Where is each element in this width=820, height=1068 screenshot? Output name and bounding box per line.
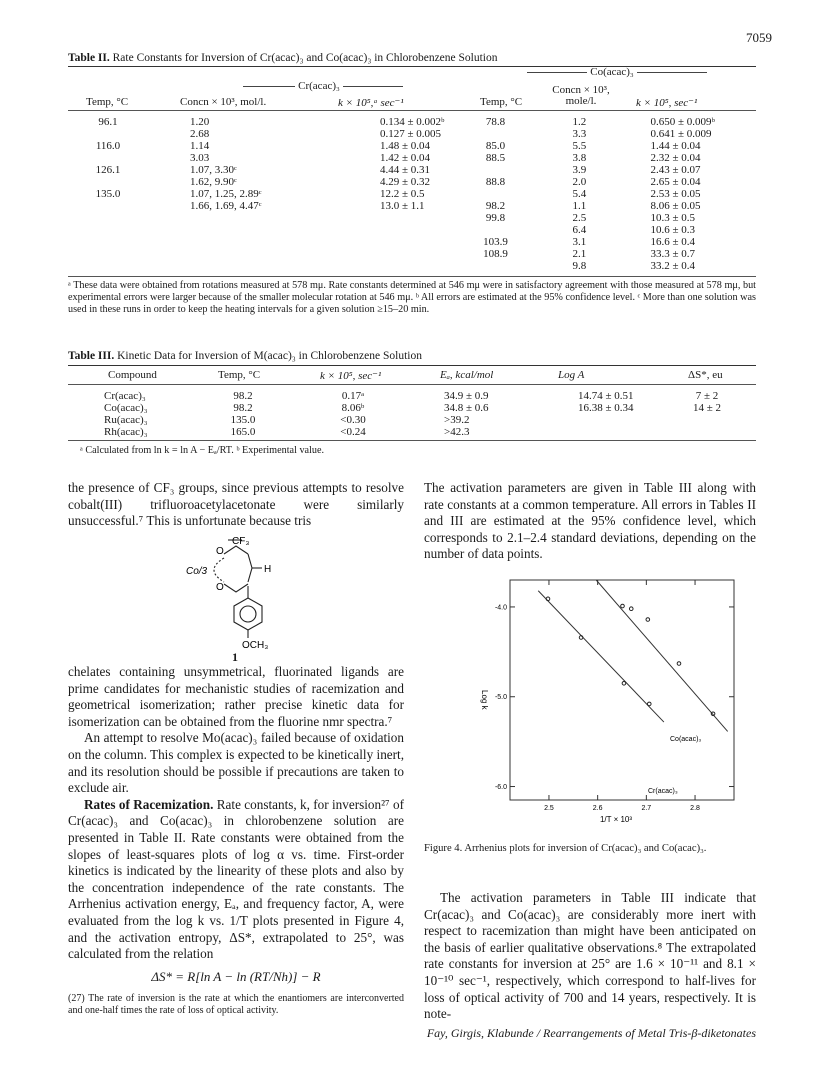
table2-cell (148, 248, 298, 260)
x-axis-label: 1/T × 10³ (599, 815, 633, 824)
table2-cell (68, 212, 148, 224)
table2-cell: 85.0 (485, 140, 506, 152)
table2-cell (68, 236, 148, 248)
y-tick-label: -4.0 (494, 604, 507, 612)
left-column-continued (68, 664, 404, 1016)
table2-cell: 5.4 (572, 188, 587, 200)
table2-cell (448, 224, 542, 236)
table2-cell: 6.4 (572, 224, 587, 236)
figure-4-chart (470, 570, 750, 830)
table2-row (68, 236, 756, 248)
table2-cell: 1.42 ± 0.04 (380, 152, 431, 164)
table3-header-rule (68, 384, 756, 385)
table3-cell (538, 426, 658, 438)
table2-cell: 12.2 ± 0.5 (380, 188, 425, 200)
structure-o-top-label: O (216, 546, 224, 557)
table3-cell: >42.3 (444, 426, 470, 438)
table3-header-ds: ΔS*, eu (688, 369, 723, 381)
series-fit-line (596, 580, 727, 731)
table2-cell: 116.0 (95, 140, 121, 152)
table2-row (68, 188, 756, 200)
table2-cell: 10.3 ± 0.5 (650, 212, 695, 224)
table3-header-loga: Log A (558, 369, 585, 381)
right-column-continued (424, 890, 756, 1023)
table2-cell: 1.2 (572, 116, 587, 128)
table2-bottom-rule (68, 276, 756, 277)
running-footer: Fay, Girgis, Klabunde / Rearrangements of Metal Tris-β-diketonates (426, 1026, 756, 1040)
table2-row (68, 248, 756, 260)
table3-cell: 98.2 (233, 402, 253, 414)
table2-cell: 1.48 ± 0.04 (380, 140, 431, 152)
table2-cell: 2.5 (572, 212, 587, 224)
table2-group-co-label: Co(acac)₃ (590, 66, 634, 78)
table2-cell (68, 248, 148, 260)
table2-cell (148, 236, 298, 248)
table2-cell: 88.5 (485, 152, 506, 164)
table2-cell: 3.9 (572, 164, 587, 176)
table2-cell: 135.0 (95, 188, 121, 200)
table2-cell (68, 260, 148, 272)
table3-row (68, 390, 756, 402)
right-column (424, 480, 756, 563)
table2-cell (68, 200, 148, 212)
table2-header-temp-right: Temp, °C (480, 96, 523, 108)
table3-bottom-rule (68, 440, 756, 441)
series-fit-line (538, 591, 664, 722)
table2-cell: 78.8 (485, 116, 506, 128)
table2-cell (448, 128, 542, 140)
table2-cell: 98.2 (485, 200, 506, 212)
table2-cell: 2.65 ± 0.04 (650, 176, 701, 188)
table2-cell: 2.53 ± 0.05 (650, 188, 701, 200)
section-heading-rates: Rates of Racemization. (84, 796, 214, 812)
table2-row (68, 260, 756, 272)
data-point (621, 604, 625, 608)
table2-group-cr-label: Cr(acac)₃ (298, 80, 340, 92)
entropy-equation: ΔS* = R[ln A − ln (RT/Nh)] − R (151, 968, 321, 984)
table3-caption-label: Table III. (68, 350, 115, 362)
table3-cell: <0.30 (340, 414, 366, 426)
data-point (622, 681, 626, 685)
table3-cell: 98.2 (233, 390, 253, 402)
table2-cell: 16.6 ± 0.4 (650, 236, 695, 248)
table2-cell: 3.3 (572, 128, 587, 140)
table3-cell: >39.2 (444, 414, 470, 426)
table2-caption (68, 52, 498, 64)
table3-cell: 34.9 ± 0.9 (444, 390, 489, 402)
table3-cell: 135.0 (230, 414, 256, 426)
page-number: 7059 (746, 30, 772, 45)
table2-cell (68, 176, 148, 188)
structure-1-diagram (180, 530, 300, 660)
table2-header-k-left: k × 10⁵,ᵃ sec⁻¹ (338, 97, 404, 109)
table2-header-concn-left: Concn × 10³, mol/l. (180, 96, 267, 108)
table2-cell: 2.32 ± 0.04 (650, 152, 701, 164)
table2-row (68, 140, 756, 152)
table2-cell: 126.1 (95, 164, 121, 176)
table2-cell: 3.8 (572, 152, 587, 164)
table2-cell (148, 212, 298, 224)
table3-cell: 7 ± 2 (695, 390, 719, 402)
table3-header-ea: Eₐ, kcal/mol (440, 369, 494, 381)
table3-row (68, 402, 756, 414)
table2-cell: 1.20 (190, 116, 210, 128)
table2-cell: 8.06 ± 0.05 (650, 200, 701, 212)
structure-h-label: H (264, 564, 272, 575)
table3-cell (538, 414, 658, 426)
table3-body (68, 390, 756, 438)
table2-row (68, 164, 756, 176)
table3-footnote: ᵃ Calculated from ln k = ln A − Eₐ/RT. ᵇ Experimental value. (80, 445, 325, 456)
table2-header-temp-left: Temp, °C (86, 96, 129, 108)
table2-cell (448, 260, 542, 272)
left-paragraph-4 (68, 797, 404, 963)
table2-cell (448, 188, 542, 200)
table2-cell: 108.9 (483, 248, 508, 260)
table2-cell: 0.127 ± 0.005 (380, 128, 442, 140)
table3-cell: Ru(acac)₃ (104, 414, 148, 426)
table2-row (68, 200, 756, 212)
table2-group-co (478, 66, 756, 78)
table2-cell: 1.07, 1.25, 2.89ᶜ (190, 188, 262, 200)
left-paragraph-1: the presence of CF₃ groups, since previous attempts to resolve cobalt(III) trifluoroacetylacetonate were similarly unsuccessful.⁷ This is unfortunate because tris (68, 480, 404, 529)
table3-cell: Rh(acac)₃ (104, 426, 148, 438)
table3-cell (658, 414, 756, 426)
table2-cell: 1.44 ± 0.04 (650, 140, 701, 152)
left-paragraph-3: An attempt to resolve Mo(acac)₃ failed because of oxidation on the column. This complex is expected to be kinetically inert, and its resolution should be possible if precautions are taken to exclude air. (68, 730, 404, 796)
table3-row (68, 426, 756, 438)
table2-row (68, 128, 756, 140)
table2-cell: 9.8 (572, 260, 587, 272)
table2-cell: 1.1 (572, 200, 587, 212)
table2-cell: 10.6 ± 0.3 (650, 224, 695, 236)
table2-cell (68, 224, 148, 236)
table2-cell: 0.641 ± 0.009 (650, 128, 712, 140)
left-paragraph-4-body: Rate constants, k, for inversion²⁷ of Cr(acac)₃ and Co(acac)₃ in chlorobenzene solution are presented in Table II. Rate constants were obtained from the slopes of least-squares plots of log α vs. time. First-order kinetics is indicated by the linearity of these plots and also by the concentration independence of the rate constants. The Arrhenius activation energy, Eₐ, and frequency factor, A, were evaluated from the log k vs. 1/T plots presented in Figure 4, and the activation entropy, ΔS*, extrapolated to 25°, was calculated from the relation (68, 796, 404, 962)
table3-cell: 14.74 ± 0.51 (578, 390, 634, 402)
table3-row (68, 414, 756, 426)
structure-o-bottom-label: O (216, 582, 224, 593)
y-tick-label: -6.0 (494, 784, 507, 792)
series-label-cr: Cr(acac)₃ (648, 788, 678, 795)
table3-cell: 165.0 (230, 426, 256, 438)
table2-cell: 103.9 (483, 236, 508, 248)
table2-cell (298, 236, 448, 248)
table2-cell (148, 224, 298, 236)
data-point (646, 618, 650, 622)
right-paragraph-2: The activation parameters in Table III indicate that Cr(acac)₃ and Co(acac)₃ are considerably more inert with respect to racemization than might have been anticipated on the basis of earlier qualitative observations.⁸ The extrapolated rate constants for inversion at 25° are 1.6 × 10⁻¹¹ and 8.1 × 10⁻¹⁰ sec⁻¹, respectively, which correspond to half-lives for loss of optical activity of 700 and 14 years, respectively. It is note- (424, 890, 756, 1022)
table2-cell: 2.0 (572, 176, 587, 188)
table3-cell: Cr(acac)₃ (104, 390, 146, 402)
table3-cell: 14 ± 2 (692, 402, 722, 414)
data-point (647, 702, 651, 706)
table2-cell: 13.0 ± 1.1 (380, 200, 425, 212)
table2-cell (298, 260, 448, 272)
table2-cell: 33.2 ± 0.4 (650, 260, 695, 272)
table2-row (68, 116, 756, 128)
table2-cell (298, 212, 448, 224)
footnote-27: (27) The rate of inversion is the rate at which the enantiomers are interconverted and one-half times the rate of loss of optical activity. (68, 993, 404, 1016)
table2-header-concn-right: Concn × 10³, mole/l. (552, 84, 610, 107)
table3-cell: 34.8 ± 0.6 (444, 402, 489, 414)
table3-top-rule (68, 365, 756, 366)
table3-header-k: k × 10⁵, sec⁻¹ (320, 370, 382, 382)
table2-caption-text: Rate Constants for Inversion of Cr(acac)₃ and Co(acac)₃ in Chlorobenzene Solution (112, 52, 498, 64)
table2-cell (298, 224, 448, 236)
table2-cell: 0.134 ± 0.002ᵇ (380, 116, 445, 128)
x-tick-label: 2.8 (690, 805, 700, 812)
table2-cell: 4.29 ± 0.32 (380, 176, 431, 188)
table3-header-temp: Temp, °C (218, 369, 261, 381)
table2-cell (298, 248, 448, 260)
table2-footnote: ᵃ These data were obtained from rotations measured at 578 mμ. Rate constants determined at 546 mμ were in satisfactory agreement with those measured at 578 mμ, but experimental errors were larger because of the smaller molecular rotation at 546 mμ. ᵇ All errors are estimated at the 95% confidence level. ᶜ More than one solution was used in these runs in order to keep the heating intervals for a given solution ≥15–20 min. (68, 280, 756, 315)
table2-cell: 1.66, 1.69, 4.47ᶜ (190, 200, 262, 212)
table3-cell: 0.17ᵃ (341, 390, 365, 402)
table2-row (68, 176, 756, 188)
x-tick-label: 2.6 (592, 805, 603, 812)
table2-cell: 96.1 (98, 116, 118, 128)
table2-group-cr (208, 80, 438, 92)
table3-caption-text: Kinetic Data for Inversion of M(acac)₃ in Chlorobenzene Solution (117, 350, 422, 362)
table3-cell: Co(acac)₃ (104, 402, 148, 414)
table3-cell: <0.24 (340, 426, 366, 438)
table3-header-compound: Compound (108, 369, 157, 381)
table2-cell (148, 260, 298, 272)
table2-cell: 2.43 ± 0.07 (650, 164, 701, 176)
structure-co-label: Co/3 (186, 566, 208, 577)
table3-header-row (68, 369, 756, 382)
table2-cell: 99.8 (485, 212, 506, 224)
table2-header-rule (68, 110, 756, 111)
table2-cell: 1.07, 3.30ᶜ (190, 164, 237, 176)
table2-cell: 1.14 (190, 140, 210, 152)
table2-cell: 3.1 (572, 236, 587, 248)
structure-cf3-label: CF₃ (232, 536, 250, 547)
left-paragraph-2: chelates containing unsymmetrical, fluorinated ligands are prime candidates for mechanistic studies of racemization and geometrical isomerization; rather precise kinetic data for isomerization can be obtained from the fluorine nmr spectra.⁷ (68, 664, 404, 729)
x-tick-label: 2.5 (544, 805, 554, 812)
table2-row (68, 152, 756, 164)
table3-cell (658, 426, 756, 438)
table2-cell: 4.44 ± 0.31 (380, 164, 431, 176)
table2-cell: 88.8 (485, 176, 506, 188)
table2-cell (68, 152, 148, 164)
chart-frame (510, 580, 734, 800)
table2-cell: 3.03 (190, 152, 210, 164)
structure-och3-label: OCH₃ (242, 640, 269, 651)
data-point (629, 607, 633, 611)
table2-cell (68, 128, 148, 140)
left-column (68, 480, 404, 530)
table2-cell: 2.1 (572, 248, 587, 260)
figure-4-caption: Figure 4. Arrhenius plots for inversion of Cr(acac)₃ and Co(acac)₃. (424, 843, 707, 854)
y-axis-label: Log k (480, 690, 489, 710)
table2-cell: 2.68 (190, 128, 210, 140)
table2-cell: 33.3 ± 0.7 (650, 248, 695, 260)
table2-cell (448, 164, 542, 176)
data-point (546, 597, 550, 601)
y-tick-label: -5.0 (494, 694, 507, 702)
table3-cell: 16.38 ± 0.34 (578, 402, 634, 414)
table2-caption-label: Table II. (68, 52, 110, 64)
table2-cell: 5.5 (572, 140, 587, 152)
table3-cell: 8.06ᵇ (341, 402, 365, 414)
right-paragraph-1: The activation parameters are given in Table III along with rate constants at a common temperature. All errors in Tables II and III are estimated at the 95% confidence level, which corresponds to 2.1–2.4 standard deviations, depending on the number of data points. (424, 480, 756, 562)
table2-body (68, 116, 756, 272)
series-label-co: Co(acac)₃ (670, 736, 702, 743)
data-point (677, 662, 681, 666)
table2-row (68, 212, 756, 224)
table2-cell: 1.62, 9.90ᶜ (190, 176, 237, 188)
structure-number: 1 (232, 650, 238, 664)
table2-cell: 0.650 ± 0.009ᵇ (650, 116, 715, 128)
table2-row (68, 224, 756, 236)
table3-caption (68, 350, 422, 362)
table2-header-k-right: k × 10⁵, sec⁻¹ (636, 97, 698, 109)
x-tick-label: 2.7 (641, 805, 652, 812)
